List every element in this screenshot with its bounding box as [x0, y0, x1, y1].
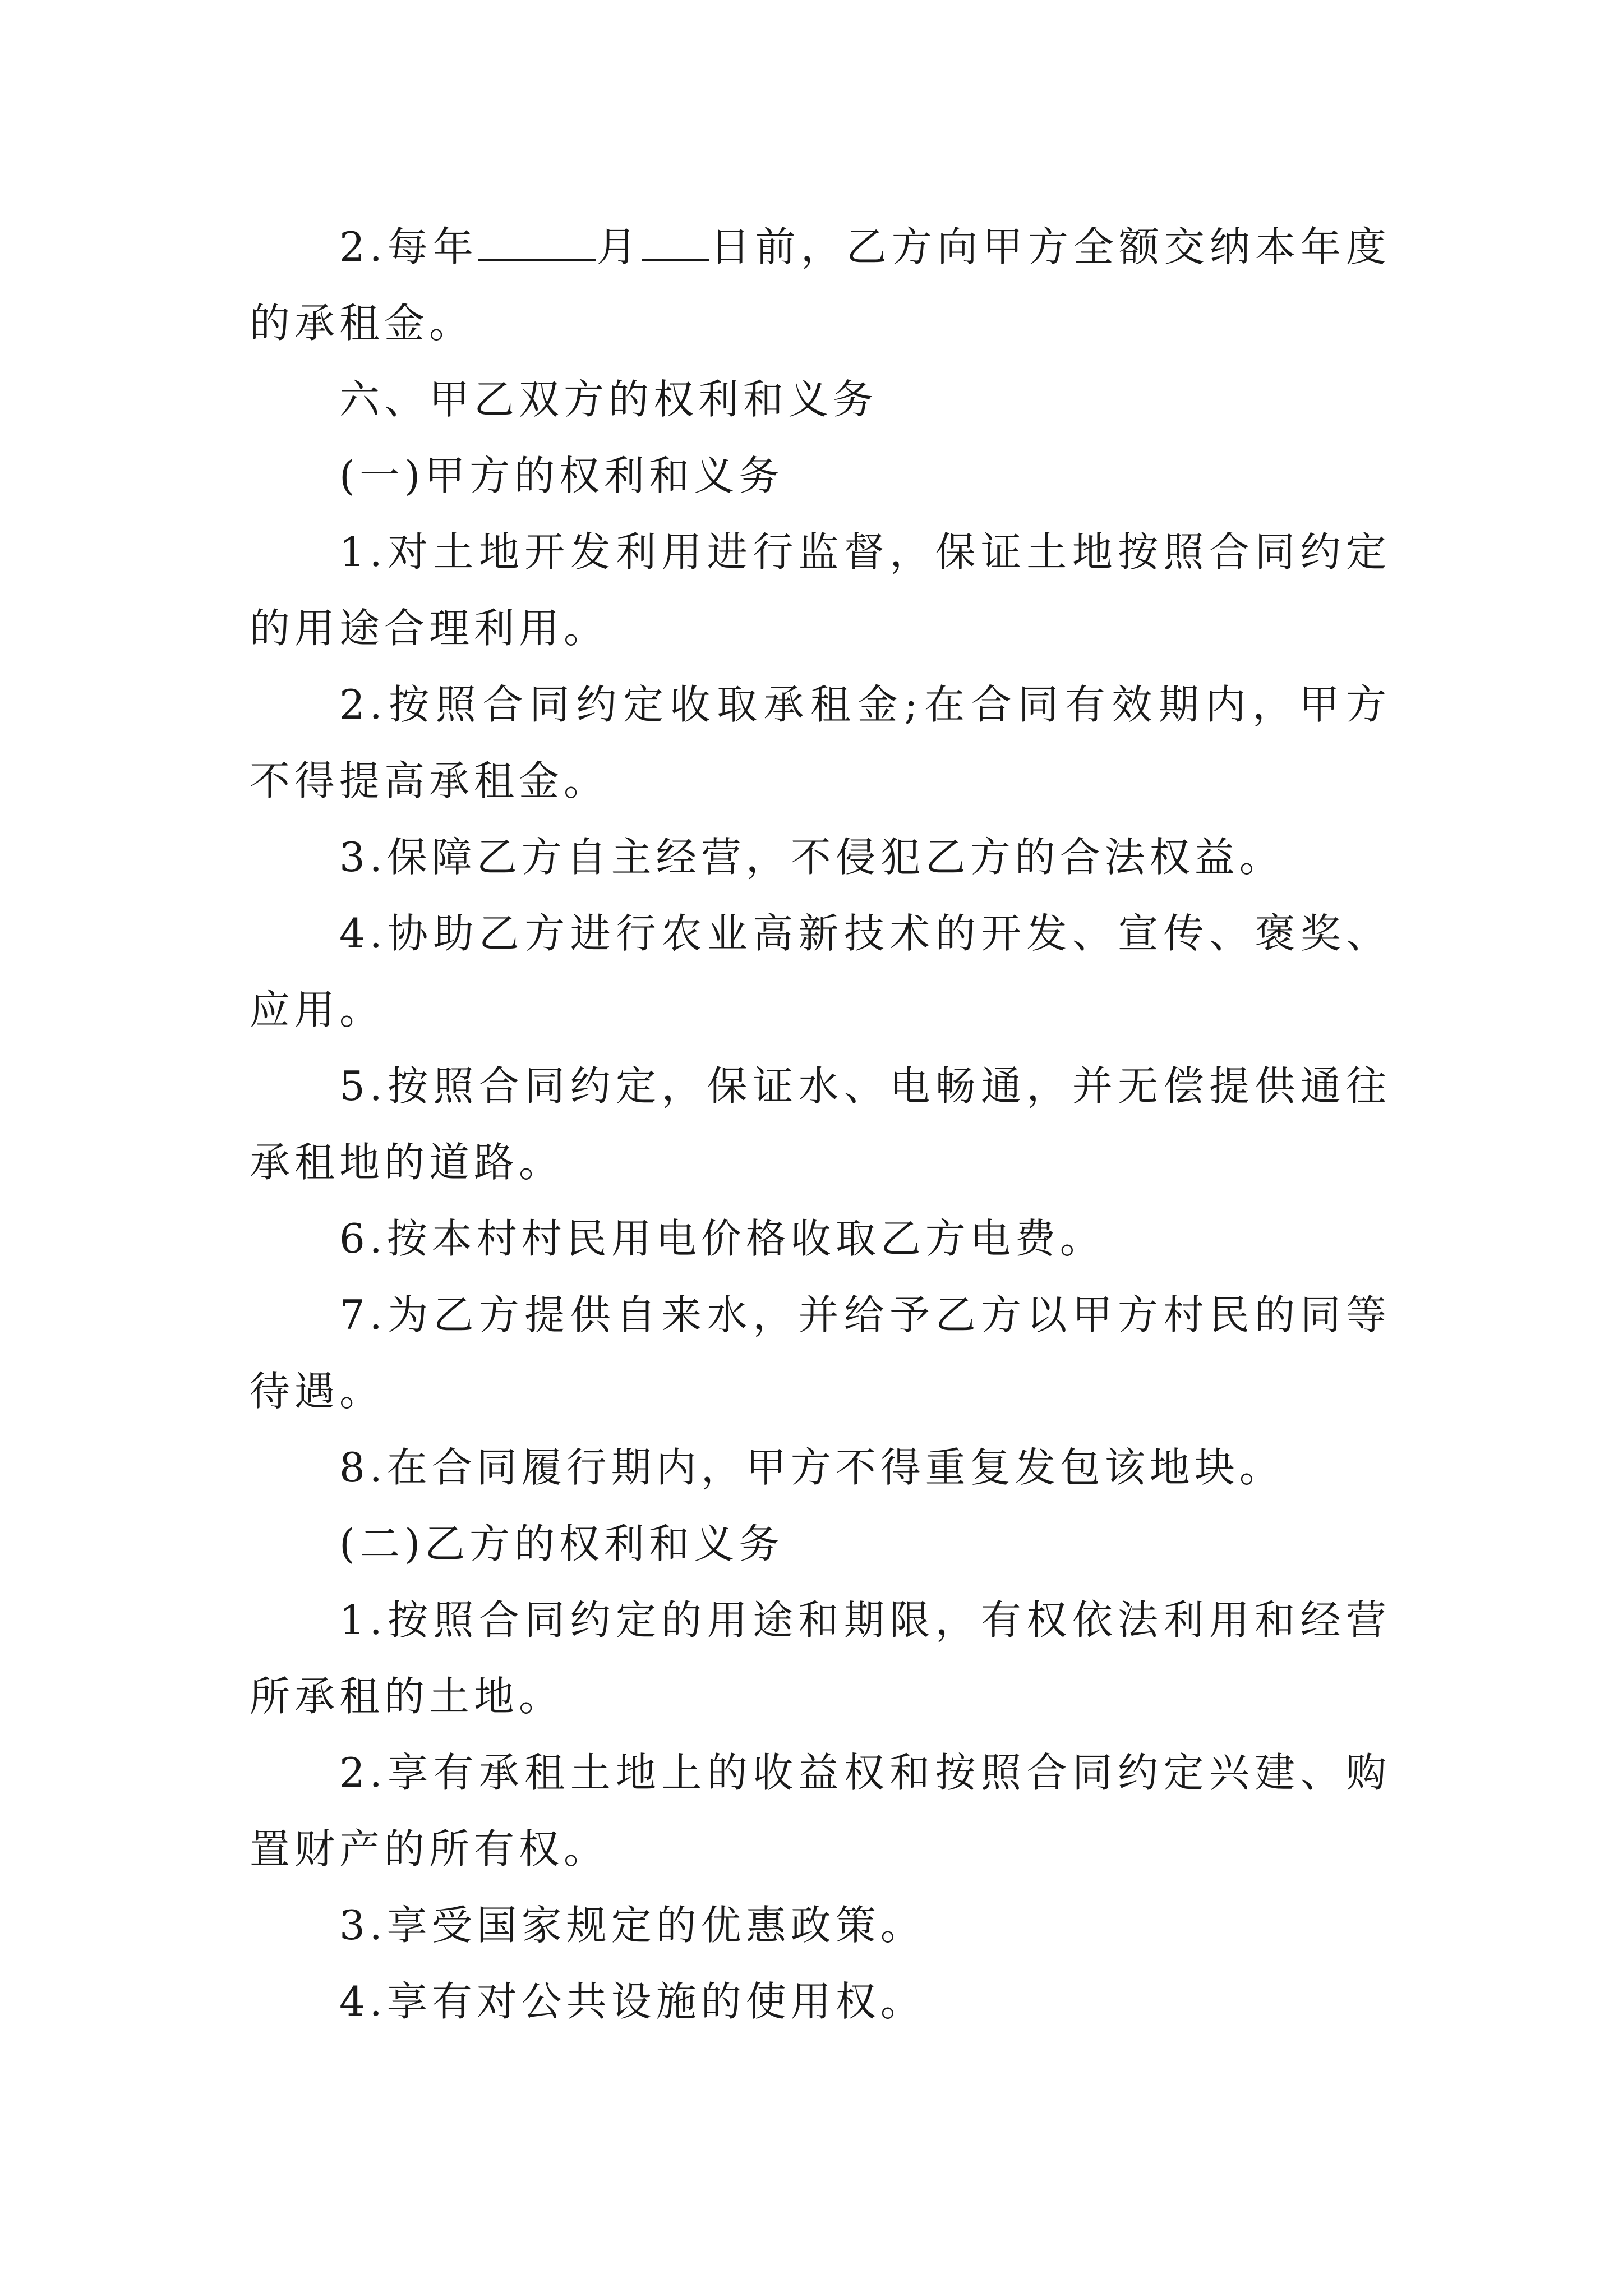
paragraph-party-b-item-4: 4.享有对公共设施的使用权。	[339, 1978, 925, 2025]
paragraph-party-a-item-2: 2.按照合同约定收取承租金;在合同有效期内，甲方不得提高承租金。	[250, 681, 1391, 804]
paragraph-party-a-item-4: 4.协助乙方进行农业高新技术的开发、宣传、褒奖、应用。	[250, 910, 1391, 1033]
section-heading-rights-obligations: 六、甲乙双方的权利和义务	[339, 376, 878, 423]
blank-day-field	[642, 226, 709, 261]
paragraph-party-a-item-8: 8.在合同履行期内，甲方不得重复发包该地块。	[339, 1444, 1284, 1491]
text-segment: 2.每年	[339, 223, 478, 270]
paragraph-party-b-item-2: 2.享有承租土地上的收益权和按照合同约定兴建、购置财产的所有权。	[250, 1749, 1391, 1872]
text-segment: 月	[596, 223, 642, 270]
paragraph-party-a-item-3: 3.保障乙方自主经营，不侵犯乙方的合法权益。	[339, 834, 1284, 881]
paragraph-party-b-item-1: 1.按照合同约定的用途和期限，有权依法利用和经营所承租的土地。	[250, 1596, 1391, 1720]
subsection-heading-party-a: (一)甲方的权利和义务	[339, 452, 784, 499]
subsection-heading-party-b: (二)乙方的权利和义务	[339, 1520, 784, 1567]
paragraph-payment-deadline	[250, 209, 1391, 361]
text-segment: 日前，乙方向甲方全额交纳本年度的承租金。	[250, 223, 1391, 347]
paragraph-party-a-item-7: 7.为乙方提供自来水，并给予乙方以甲方村民的同等待遇。	[250, 1291, 1391, 1415]
blank-month-field	[478, 226, 596, 261]
document-body	[250, 209, 1391, 2040]
paragraph-party-a-item-1: 1.对土地开发利用进行监督，保证土地按照合同约定的用途合理利用。	[250, 528, 1391, 652]
paragraph-party-a-item-6: 6.按本村村民用电价格收取乙方电费。	[339, 1215, 1105, 1262]
paragraph-party-b-item-3: 3.享受国家规定的优惠政策。	[339, 1902, 925, 1949]
paragraph-party-a-item-5: 5.按照合同约定，保证水、电畅通，并无偿提供通往承租地的道路。	[250, 1062, 1391, 1186]
